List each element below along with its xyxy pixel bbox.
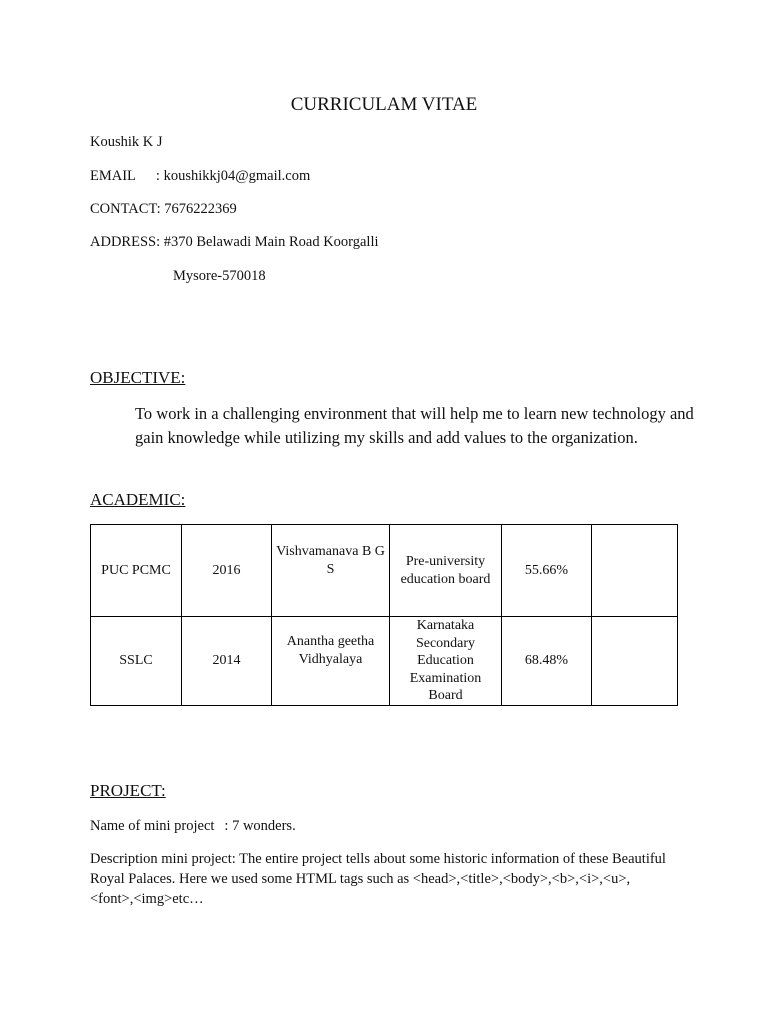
address-line-1: ADDRESS: #370 Belawadi Main Road Koorgalli: [90, 234, 379, 250]
project-heading: PROJECT:: [90, 781, 166, 800]
address-line-2: Mysore-570018: [173, 268, 266, 284]
academic-table: [90, 524, 678, 706]
score-cell: 68.48%: [502, 617, 592, 706]
table-row: [91, 525, 678, 617]
course-cell: SSLC: [91, 617, 182, 706]
document-title: CURRICULAM VITAE: [290, 94, 478, 115]
objective-heading: OBJECTIVE:: [90, 368, 186, 387]
table-row: [91, 617, 678, 706]
email-value: : koushikkj04@gmail.com: [155, 168, 311, 184]
year-cell: 2016: [182, 525, 272, 617]
year-cell: 2014: [182, 617, 272, 706]
email-label: EMAIL: [90, 168, 136, 184]
empty-cell: [592, 617, 678, 706]
objective-text: To work in a challenging environment that will help me to learn new technology and gain knowledge while utilizing my skills and add values to the organization.: [135, 404, 694, 447]
candidate-name: Koushik K J: [90, 134, 163, 150]
contact-line: CONTACT: 7676222369: [90, 201, 237, 217]
project-name-value: : 7 wonders.: [224, 818, 296, 834]
project-description: Description mini project: The entire project tells about some historic information of these Beautiful Royal Palaces. Here we used some HTML tags such as <head>,<title>,<body>,<b>,<i>,<u>,<font>,<img>etc…: [90, 851, 666, 907]
academic-heading: ACADEMIC:: [90, 490, 186, 509]
empty-cell: [592, 525, 678, 617]
board-cell: Pre-university education board: [390, 525, 502, 617]
course-cell: PUC PCMC: [91, 525, 182, 617]
board-cell: Karnataka Secondary Education Examination Board: [390, 617, 502, 706]
project-name-label: Name of mini project: [90, 818, 215, 834]
institution-cell: Vishvamanava B G S: [272, 525, 390, 617]
email-line: [90, 168, 310, 185]
score-cell: 55.66%: [502, 525, 592, 617]
institution-cell: Anantha geetha Vidhyalaya: [272, 617, 390, 706]
project-name-line: [90, 818, 296, 835]
